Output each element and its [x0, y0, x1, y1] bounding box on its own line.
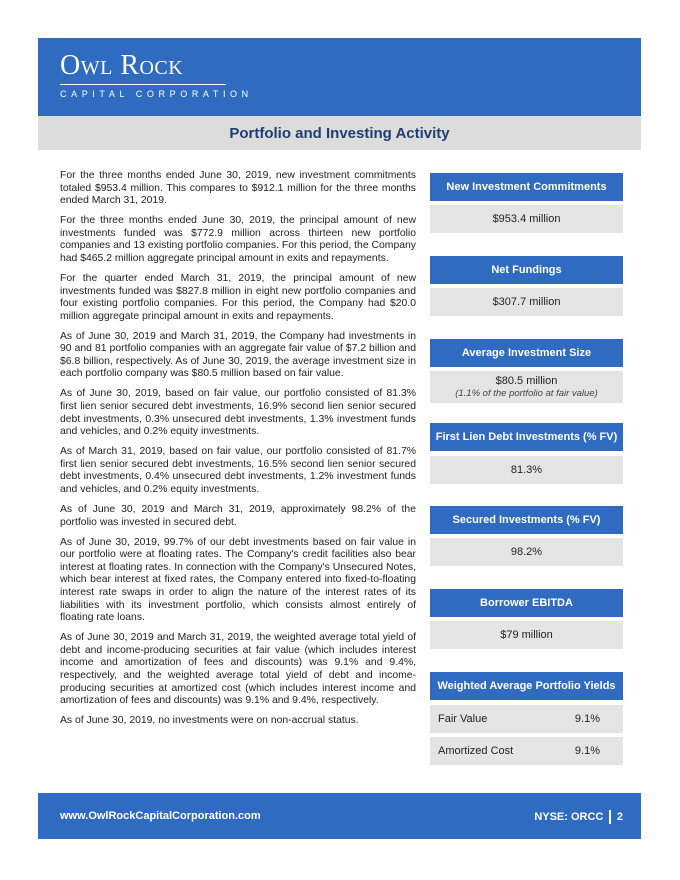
yield-row-label: Amortized Cost: [438, 745, 514, 757]
company-logo: Owl Rock: [60, 50, 184, 81]
yields-header: Weighted Average Portfolio Yields: [430, 672, 623, 700]
secured-header: Secured Investments (% FV): [430, 506, 623, 534]
body-paragraph: As of June 30, 2019, based on fair value, our portfolio consisted of 81.3% first lien senior secured debt investments, 16.9% second lien senior secured debt investments, 0.3% unsecured debt investments, 1.3% investment funds and vehicles, and 0.2% equity investments.: [60, 388, 416, 438]
new-commitments-value: [430, 205, 623, 233]
secured-percent: 98.2%: [510, 546, 543, 558]
ebitda-value: [430, 621, 623, 649]
avg-investment-header: Average Investment Size: [430, 339, 623, 367]
company-logo-subtitle: CAPITAL CORPORATION: [60, 89, 253, 99]
yield-row-amortized-cost: [430, 737, 623, 765]
first-lien-header: First Lien Debt Investments (% FV): [430, 423, 623, 451]
ticker-symbol: NYSE: ORCC: [534, 811, 604, 823]
page-title: Portfolio and Investing Activity: [229, 124, 450, 142]
avg-investment-note: (1.1% of the portfolio at fair value): [455, 388, 598, 399]
net-fundings-amount: $307.7 million: [492, 296, 561, 308]
body-paragraph: For the quarter ended March 31, 2019, the principal amount of new investments funded was $827.8 million in eight new portfolio companies and four existing portfolio companies. For this period, the Company had $20.0 million aggregate principal amount in exits and repayments.: [60, 272, 416, 322]
net-fundings-value: [430, 288, 623, 316]
logo-divider: [60, 84, 226, 85]
secured-value: [430, 538, 623, 566]
first-lien-value: [430, 456, 623, 484]
footer-separator: [609, 810, 611, 824]
page-number: 2: [616, 811, 623, 823]
body-text-column: [60, 170, 416, 735]
body-paragraph: For the three months ended June 30, 2019, new investment commitments totaled $953.4 million. This compares to $912.1 million for the three months ended March 31, 2019.: [60, 170, 416, 207]
footer-band: [38, 793, 641, 839]
body-paragraph: As of June 30, 2019 and March 31, 2019, approximately 98.2% of the portfolio was invested in secured debt.: [60, 504, 416, 528]
ebitda-amount: $79 million: [500, 629, 553, 641]
body-paragraph: For the three months ended June 30, 2019, the principal amount of new investments funded was $772.9 million across thirteen new portfolio companies and 13 existing portfolio companies. For this period, the Company had $465.2 million aggregate principal amount in exits and repayments.: [60, 215, 416, 264]
yield-row-value: 9.1%: [574, 713, 600, 725]
ebitda-header: Borrower EBITDA: [430, 589, 623, 617]
body-paragraph: As of June 30, 2019, no investments were on non-accrual status.: [60, 715, 359, 727]
website-link[interactable]: www.OwlRockCapitalCorporation.com: [60, 810, 261, 822]
avg-investment-amount: $80.5 million: [495, 375, 558, 387]
body-paragraph: As of June 30, 2019, 99.7% of our debt investments based on fair value in our portfolio were at floating rates. The Company's credit facilities also bear interest at floating rates. In connection with the Company's Unsecured Notes, which bear interest at fixed rates, the Company entered into fixed-to-floating interest rate swaps in order to align the nature of the interest rates of its liabilities with its investment portfolio, which consists almost entirely of floating rate loans.: [60, 536, 416, 624]
yield-row-label: Fair Value: [438, 713, 488, 725]
new-commitments-header: New Investment Commitments: [430, 173, 623, 201]
header-band: [38, 38, 641, 116]
body-paragraph: As of March 31, 2019, based on fair value, our portfolio consisted of 81.7% first lien senior secured debt investments, 16.5% second lien senior secured debt investments, 0.4% unsecured debt investments, 1.2% investment funds and vehicles, and 0.2% equity investments.: [60, 446, 416, 496]
body-paragraph: As of June 30, 2019 and March 31, 2019, the Company had investments in 90 and 81 portfolio companies with an aggregate fair value of $7.2 billion and $6.8 billion, respectively. As of June 30, 2019, the average investment size in each portfolio company was $80.5 million based on fair value.: [60, 330, 416, 380]
yield-row-value: 9.1%: [574, 745, 600, 757]
net-fundings-header: Net Fundings: [430, 256, 623, 284]
footer-right-group: [534, 810, 623, 824]
body-paragraph: As of June 30, 2019 and March 31, 2019, the weighted average total yield of debt and income-producing securities at fair value (which includes interest income and amortization of fees and discounts) was 9.1% and 9.4%, respectively, and the weighted average total yield of debt and income-producing securities at amortized cost (which includes interest income and amortization of fees and discounts) was 9.1% and 9.4%, respectively.: [60, 632, 416, 707]
section-title-band: [38, 116, 641, 150]
yield-row-fair-value: [430, 705, 623, 733]
new-commitments-amount: $953.4 million: [492, 213, 561, 225]
first-lien-percent: 81.3%: [510, 464, 543, 476]
avg-investment-value: [430, 371, 623, 403]
